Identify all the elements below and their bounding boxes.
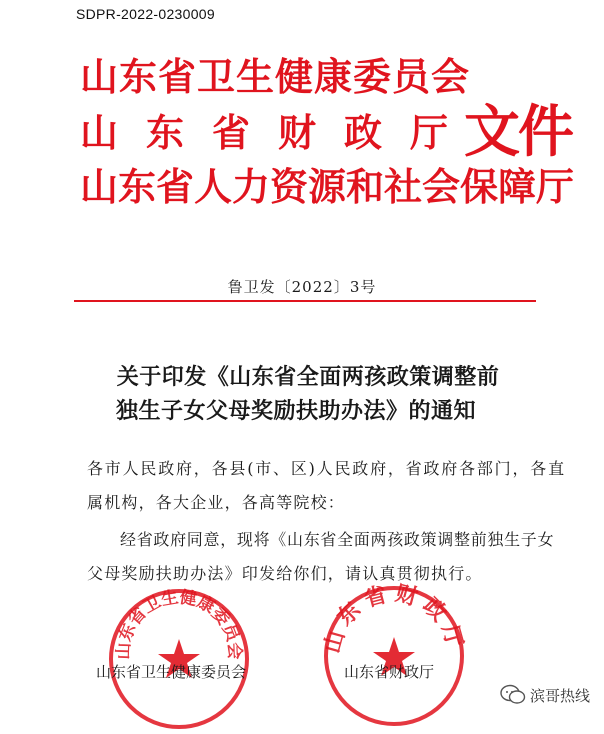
wechat-icon xyxy=(500,684,526,706)
document-type-label: 文件 xyxy=(464,99,572,165)
seal-1-text: 山东省卫生健康委员会 xyxy=(113,587,245,660)
wechat-watermark xyxy=(500,684,590,706)
official-seal-health-commission xyxy=(104,584,254,734)
seal-2-text: 山东省财政厅 xyxy=(319,581,469,656)
document-title-line-1: 关于印发《山东省全面两孩政策调整前 xyxy=(116,364,500,390)
signature-health-commission: 山东省卫生健康委员会 xyxy=(96,663,247,681)
issuer-health-commission: 山东省卫生健康委员会 xyxy=(80,54,471,99)
addressee-line-2: 属机构，各大企业，各高等院校： xyxy=(87,493,346,512)
issuer-finance-department: 山东省财政厅 xyxy=(80,110,477,155)
official-seal-finance-department xyxy=(319,581,469,731)
document-serial-number: SDPR-2022-0230009 xyxy=(76,6,215,22)
signature-finance-department: 山东省财政厅 xyxy=(344,663,435,681)
issuer-hr-social-security: 山东省人力资源和社会保障厅 xyxy=(80,164,575,209)
document-title-line-2: 独生子女父母奖励扶助办法》的通知 xyxy=(115,398,476,424)
body-line-2: 父母奖励扶助办法》印发给你们，请认真贯彻执行。 xyxy=(87,564,483,583)
red-divider xyxy=(74,300,536,302)
body-line-1: 经省政府同意，现将《山东省全面两孩政策调整前独生子女 xyxy=(120,530,555,549)
file-number: 鲁卫发〔2022〕3号 xyxy=(227,278,377,296)
watermark-text: 滨哥热线 xyxy=(530,687,591,705)
addressee-line-1: 各市人民政府，各县(市、区)人民政府，省政府各部门，各直 xyxy=(87,459,566,478)
